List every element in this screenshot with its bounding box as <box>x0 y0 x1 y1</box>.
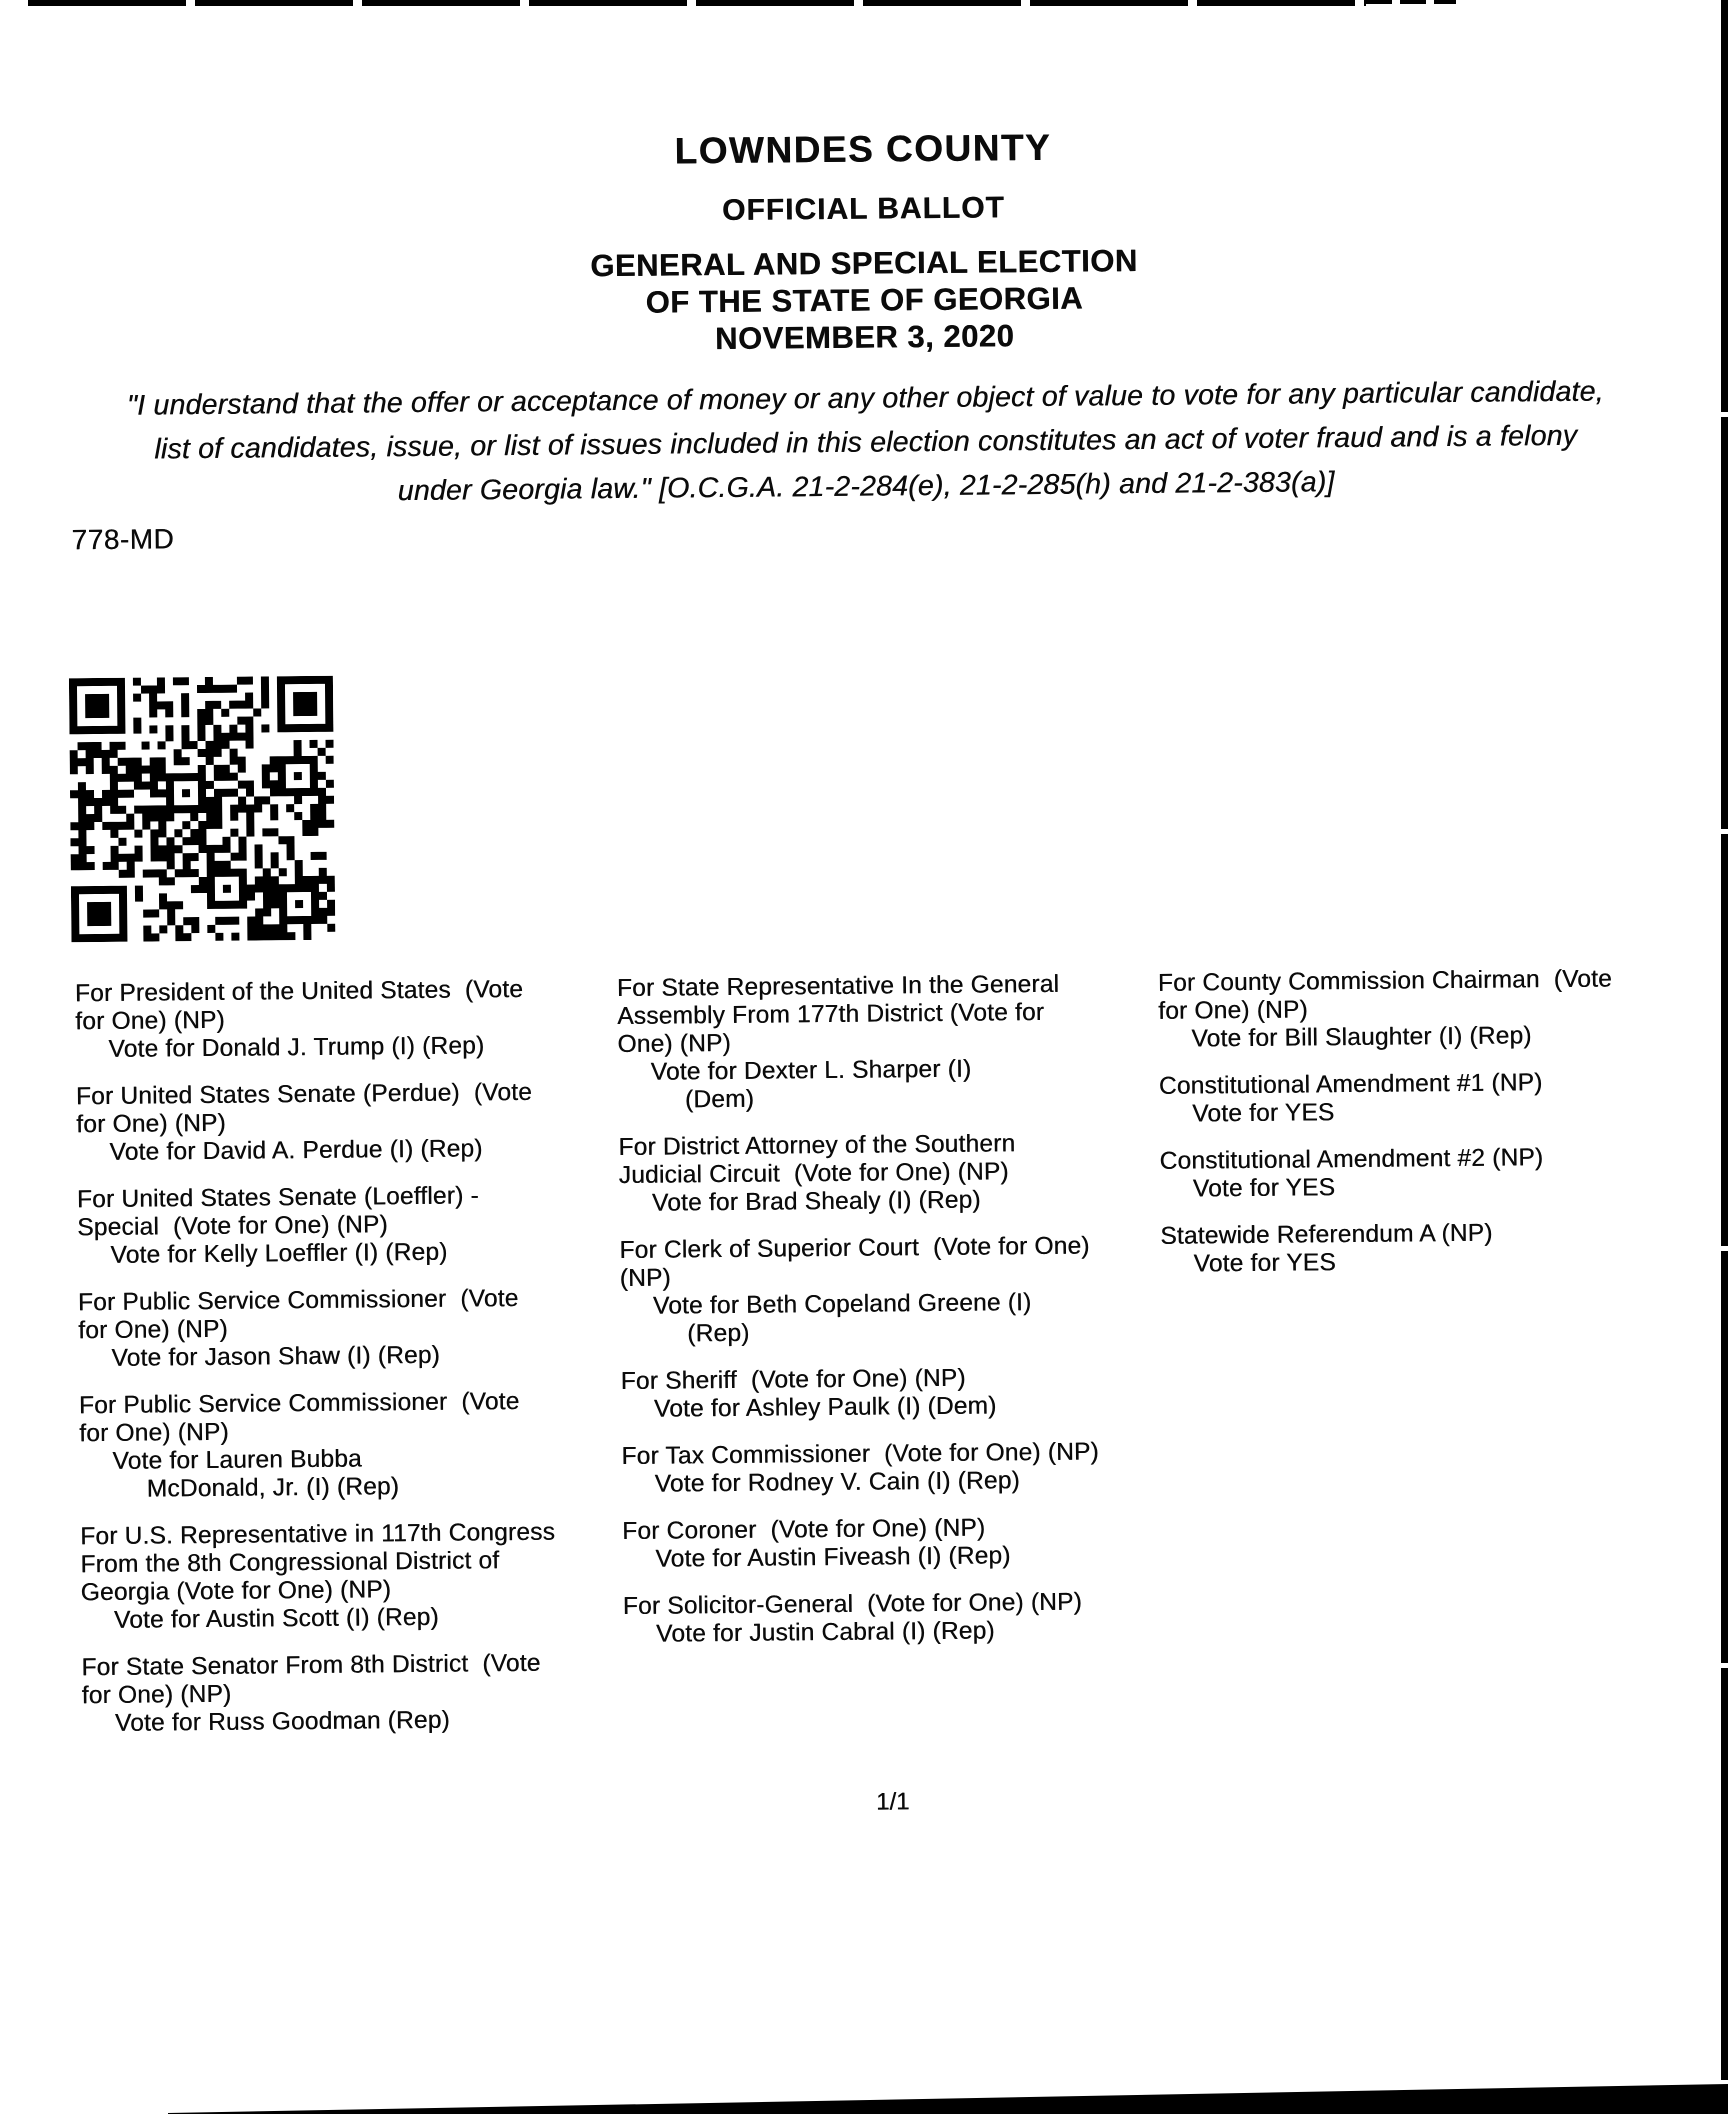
contest-title: For Public Service Commissioner (Vote <box>77 1284 519 1317</box>
contest <box>81 1649 642 1738</box>
contest-title: for One) (NP) <box>79 1418 229 1448</box>
contest-title: For President of the United States (Vote <box>74 975 524 1008</box>
contest-title: Assembly From 177th District (Vote for <box>617 998 1045 1031</box>
contest-title: For District Attorney of the Southern <box>618 1130 1016 1162</box>
vote-choice: McDonald, Jr. (I) (Rep) <box>146 1473 400 1503</box>
vote-choice: Vote for YES <box>1192 1099 1335 1128</box>
ballot-column-2 <box>617 970 1184 1668</box>
contest-title: For Tax Commissioner (Vote for One) (NP) <box>621 1438 1099 1471</box>
contest <box>621 1438 1182 1499</box>
contest-title: Judicial Circuit (Vote for One) (NP) <box>618 1158 1009 1190</box>
contest-title: For State Senator From 8th District (Vote <box>81 1649 541 1682</box>
contest <box>76 1078 637 1167</box>
disclaimer-line: "I understand that the offer or acceptance of money or any other object of value to vote for any particular candidate, <box>126 375 1604 422</box>
ballot-header <box>0 120 1728 364</box>
qr-code <box>69 676 336 943</box>
contest <box>78 1284 639 1373</box>
contest <box>75 975 636 1064</box>
vote-choice: Vote for Austin Fiveash (I) (Rep) <box>655 1542 1011 1573</box>
vote-choice: Vote for Bill Slaughter (I) (Rep) <box>1191 1022 1532 1053</box>
contest-title: (NP) <box>619 1264 671 1293</box>
contest <box>1158 964 1728 1053</box>
vote-choice: Vote for Donald J. Trump (I) (Rep) <box>108 1032 485 1063</box>
contest-title: For Solicitor-General (Vote for One) (NP) <box>622 1588 1083 1621</box>
contest <box>1159 1067 1728 1128</box>
election-title-line: OF THE STATE OF GEORGIA <box>645 280 1084 320</box>
contest <box>619 1232 1180 1349</box>
ballot-column-3 <box>1158 964 1728 1297</box>
contest-title: Statewide Referendum A (NP) <box>1160 1219 1493 1250</box>
disclaimer-line: list of candidates, issue, or list of issues included in this election constitutes an act of voter fraud and is a felony <box>154 419 1578 466</box>
contest-title: For United States Senate (Loeffler) - <box>76 1182 479 1214</box>
county-title: LOWNDES COUNTY <box>674 126 1052 172</box>
disclaimer-line: under Georgia law." [O.C.G.A. 21-2-284(e), 21-2-285(h) and 21-2-383(a)] <box>397 466 1335 508</box>
contest-title: For State Representative In the General <box>616 970 1060 1003</box>
vote-choice: Vote for Dexter L. Sharper (I) <box>650 1055 972 1086</box>
contest <box>623 1588 1184 1649</box>
voter-fraud-disclaimer <box>0 368 1728 517</box>
contest <box>77 1181 638 1270</box>
contest-title: for One) (NP) <box>76 1109 226 1139</box>
contest-title: For Sheriff (Vote for One) (NP) <box>620 1364 966 1396</box>
contest-title: One) (NP) <box>617 1029 732 1059</box>
contest-title: Constitutional Amendment #2 (NP) <box>1159 1144 1544 1175</box>
contest <box>79 1387 640 1504</box>
contest <box>622 1513 1183 1574</box>
contest-title: Special (Vote for One) (NP) <box>77 1211 388 1242</box>
vote-choice: Vote for Kelly Loeffler (I) (Rep) <box>110 1238 448 1269</box>
vote-choice: Vote for YES <box>1192 1174 1336 1203</box>
election-title-line: NOVEMBER 3, 2020 <box>714 318 1015 357</box>
contest <box>617 970 1178 1115</box>
qr-modules <box>69 676 336 943</box>
vote-choice: Vote for Russ Goodman (Rep) <box>114 1706 451 1737</box>
contest-title: From the 8th Congressional District of <box>80 1547 500 1579</box>
vote-choice: Vote for Ashley Paulk (I) (Dem) <box>653 1392 997 1423</box>
contest <box>1159 1142 1728 1203</box>
vote-choice: Vote for Jason Shaw (I) (Rep) <box>111 1341 441 1372</box>
vote-choice: Vote for David A. Perdue (I) (Rep) <box>109 1135 483 1166</box>
contest <box>1160 1217 1728 1278</box>
vote-choice: Vote for Beth Copeland Greene (I) <box>652 1289 1032 1320</box>
contest-title: For United States Senate (Perdue) (Vote <box>75 1078 533 1111</box>
contest-title: For Public Service Commissioner (Vote <box>78 1387 520 1420</box>
contest-title: For U.S. Representative in 117th Congress <box>80 1518 556 1551</box>
contest-title: For County Commission Chairman (Vote <box>1157 965 1612 997</box>
contest-title: for One) (NP) <box>78 1315 228 1345</box>
vote-choice: Vote for Brad Shealy (I) (Rep) <box>651 1186 981 1217</box>
contest <box>80 1518 641 1635</box>
contest-title: For Coroner (Vote for One) (NP) <box>621 1514 986 1546</box>
ballot-style-code: 778-MD <box>71 523 175 556</box>
election-title <box>0 236 1728 364</box>
contest-title: for One) (NP) <box>81 1680 232 1710</box>
vote-choice: Vote for Justin Cabral (I) (Rep) <box>655 1617 995 1648</box>
contest <box>618 1129 1179 1218</box>
vote-choice: Vote for Lauren Bubba <box>112 1445 362 1475</box>
ballot-type-title: OFFICIAL BALLOT <box>721 191 1005 227</box>
ballot-column-1 <box>75 975 642 1757</box>
contest-title: For Clerk of Superior Court (Vote for One) <box>619 1232 1090 1265</box>
contest-title: Constitutional Amendment #1 (NP) <box>1158 1069 1543 1100</box>
contest-title: Georgia (Vote for One) (NP) <box>80 1576 392 1607</box>
vote-choice: (Dem) <box>684 1085 755 1114</box>
contest <box>621 1363 1182 1424</box>
contest-title: for One) (NP) <box>1158 996 1308 1025</box>
vote-choice: Vote for YES <box>1193 1249 1336 1278</box>
page-number: 1/1 <box>875 1788 910 1816</box>
vote-choice: Vote for Austin Scott (I) (Rep) <box>113 1603 439 1634</box>
vote-choice: (Rep) <box>687 1319 750 1348</box>
election-title-line: GENERAL AND SPECIAL ELECTION <box>590 243 1138 284</box>
contest-title: for One) (NP) <box>75 1006 225 1036</box>
vote-choice: Vote for Rodney V. Cain (I) (Rep) <box>654 1467 1020 1498</box>
